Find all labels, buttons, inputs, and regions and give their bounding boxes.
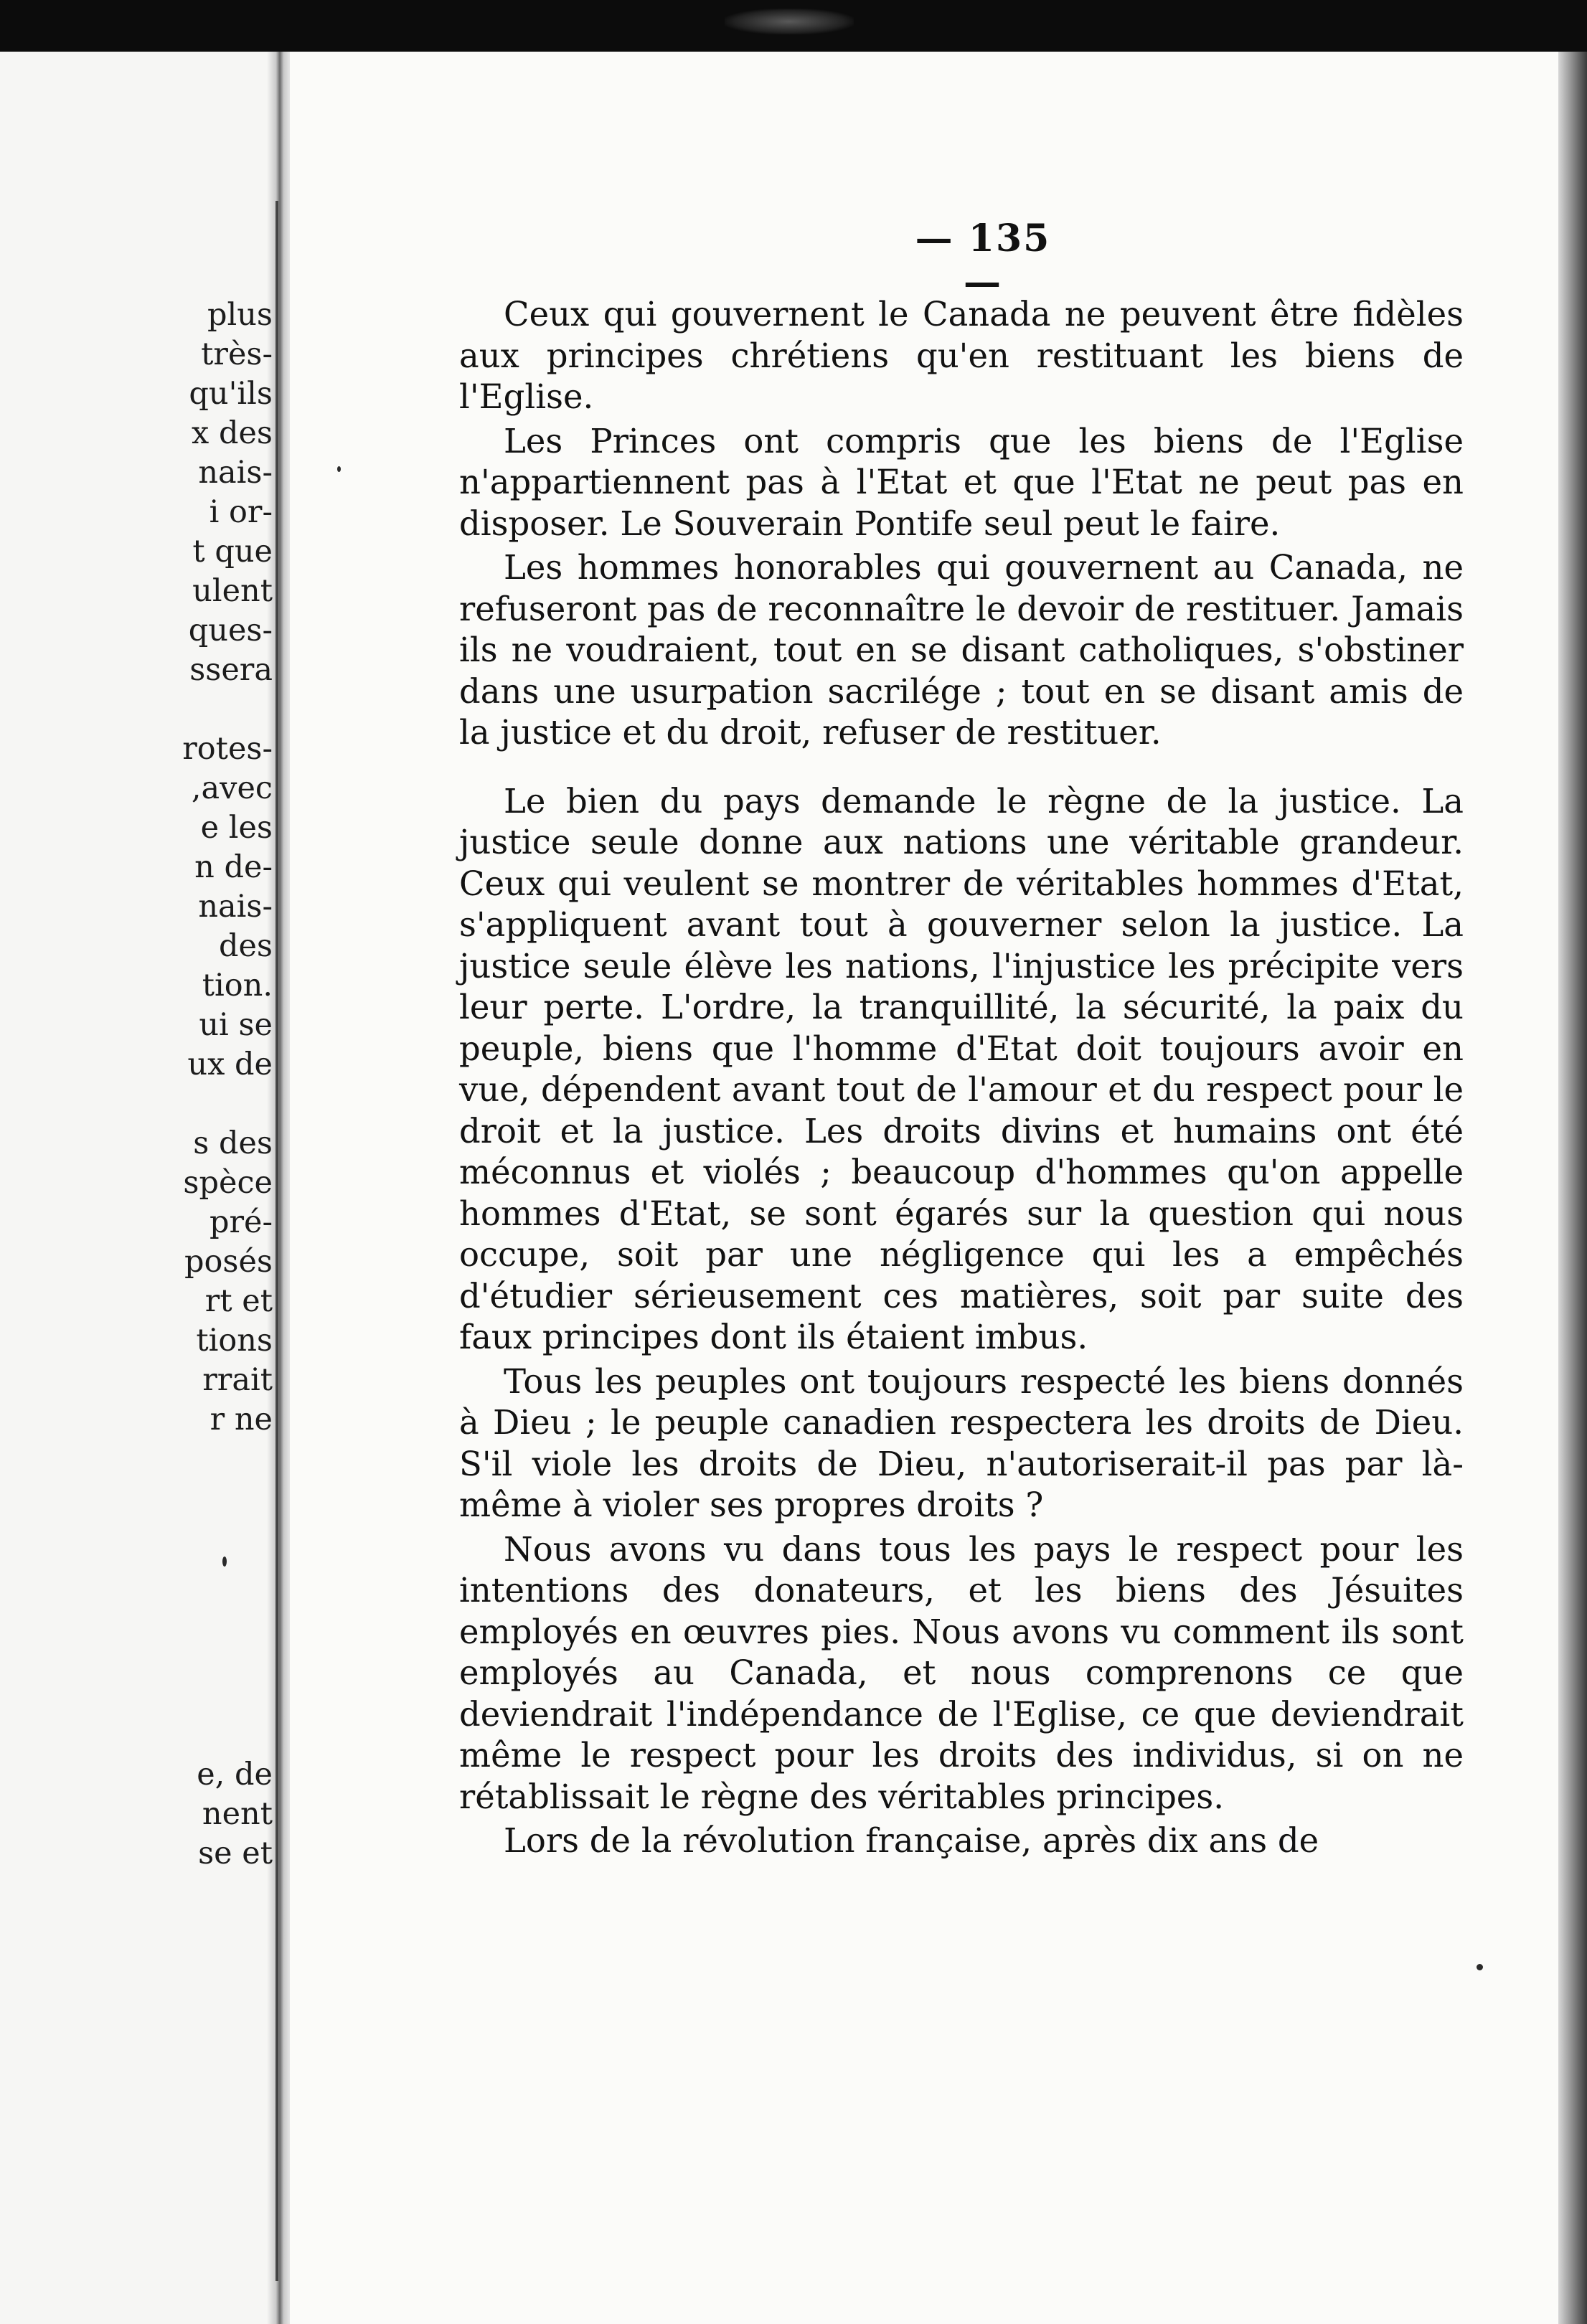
paragraph: Lors de la révolution française, après dix ans de bbox=[504, 1821, 1319, 1860]
left-page-line-fragment: ulent bbox=[192, 573, 273, 609]
paragraph: Tous les peuples ont toujours respecté les biens donnés à Dieu ; le peuple canadien respectera les droits de Dieu. S'il viole les droits de Dieu, n'autoriserait-il pas par là-même à violer ses propres droits ? bbox=[459, 1361, 1464, 1524]
left-page-line-fragment: plus bbox=[207, 297, 273, 333]
left-page-text-fragments bbox=[0, 296, 273, 1874]
ink-speck bbox=[1477, 1964, 1483, 1970]
left-page-line-fragment: t que bbox=[192, 534, 273, 570]
left-page-line-fragment: n de- bbox=[194, 849, 273, 885]
left-page-line-fragment: se et bbox=[198, 1836, 273, 1871]
left-page-line-fragment: tions bbox=[196, 1323, 273, 1359]
left-page-line-fragment: posés bbox=[184, 1244, 273, 1280]
page-edge-shadow bbox=[1558, 52, 1587, 2324]
left-page-line-fragment: très- bbox=[201, 336, 273, 372]
paragraph: Ceux qui gouvernent le Canada ne peuvent être fidèles aux principes chrétiens qu'en restituant les biens de l'Eglise. bbox=[459, 295, 1464, 416]
left-page-line-fragment: ,avec bbox=[191, 770, 273, 806]
left-page-line-fragment: rt et bbox=[204, 1283, 273, 1319]
left-page-line-fragment: rotes- bbox=[182, 731, 273, 767]
left-page-line-fragment: x des bbox=[192, 415, 273, 451]
paragraph: Les hommes honorables qui gouvernent au Canada, ne refuseront pas de reconnaître le devoir de restituer. Jamais ils ne voudraient, tout en se disant catholiques, s'obstiner dans une usurpation sacrilége ; tout en se disant amis de la justice et du droit, refuser de restituer. bbox=[459, 548, 1464, 752]
left-page-line-fragment: r ne bbox=[209, 1402, 273, 1437]
left-page-line-fragment: qu'ils bbox=[189, 376, 273, 412]
left-page-line-fragment: ssera bbox=[189, 652, 273, 688]
left-page-line-fragment: ques- bbox=[188, 613, 273, 648]
left-page-line-fragment: des bbox=[218, 928, 273, 964]
left-page-line-fragment: nais- bbox=[198, 889, 273, 925]
left-page-line-fragment: rrait bbox=[202, 1362, 273, 1398]
scan-top-border bbox=[0, 0, 1587, 52]
paragraph: Les Princes ont compris que les biens de l'Eglise n'appartiennent pas à l'Etat et que l'Etat ne peut pas en disposer. Le Souverain Pontife seul peut le faire. bbox=[459, 421, 1464, 543]
paragraph: Nous avons vu dans tous les pays le respect pour les intentions des donateurs, et les biens des Jésuites employés en œuvres pies. Nous avons vu comment ils sont employés au Canada, et nous comprenons ce que deviendrait l'indépendance de l'Eglise, ce que deviendrait même le respect pour les droits des individus, si on ne rétablissait le règne des véritables principes. bbox=[459, 1529, 1464, 1816]
gutter-fold-line bbox=[276, 201, 278, 2281]
left-page-line-fragment: nais- bbox=[198, 455, 273, 491]
left-page-line-fragment: tion. bbox=[202, 968, 273, 1003]
scan-artifact bbox=[725, 9, 854, 34]
page-body bbox=[459, 294, 1464, 1862]
left-page-line-fragment: i or- bbox=[209, 494, 273, 530]
left-page-line-fragment: s des bbox=[193, 1125, 273, 1161]
left-page-line-fragment: ux de bbox=[187, 1047, 273, 1082]
left-page-line-fragment: e, de bbox=[197, 1757, 273, 1792]
left-page-line-fragment: ui se bbox=[199, 1007, 273, 1043]
left-page-line-fragment: spèce bbox=[183, 1165, 273, 1201]
page-number: — 135 — bbox=[915, 217, 1051, 304]
left-page-line-fragment: pré- bbox=[209, 1204, 273, 1240]
left-page-line-fragment: nent bbox=[202, 1796, 273, 1832]
paragraph: Le bien du pays demande le règne de la justice. La justice seule donne aux nations une véritable grandeur. Ceux qui veulent se montrer de véritables hommes d'Etat, s'appliquent avant tout à gouverner selon la justice. La justice seule élève les nations, l'injustice les précipite vers leur perte. L'ordre, la tranquillité, la sécurité, la paix du peuple, biens que l'homme d'Etat doit toujours avoir en vue, dépendent avant tout de l'amour et du respect pour le droit et la justice. Les droits divins et humains ont été méconnus et violés ; beaucoup d'hommes qu'on appelle hommes d'Etat, se sont égarés sur la question qui nous occupe, soit par une négligence qui les a empêchés d'étudier sérieusement ces matières, soit par suite des faux principes dont ils étaient imbus. bbox=[459, 781, 1464, 1356]
ink-speck bbox=[337, 466, 341, 472]
left-page-line-fragment: e les bbox=[200, 810, 273, 846]
